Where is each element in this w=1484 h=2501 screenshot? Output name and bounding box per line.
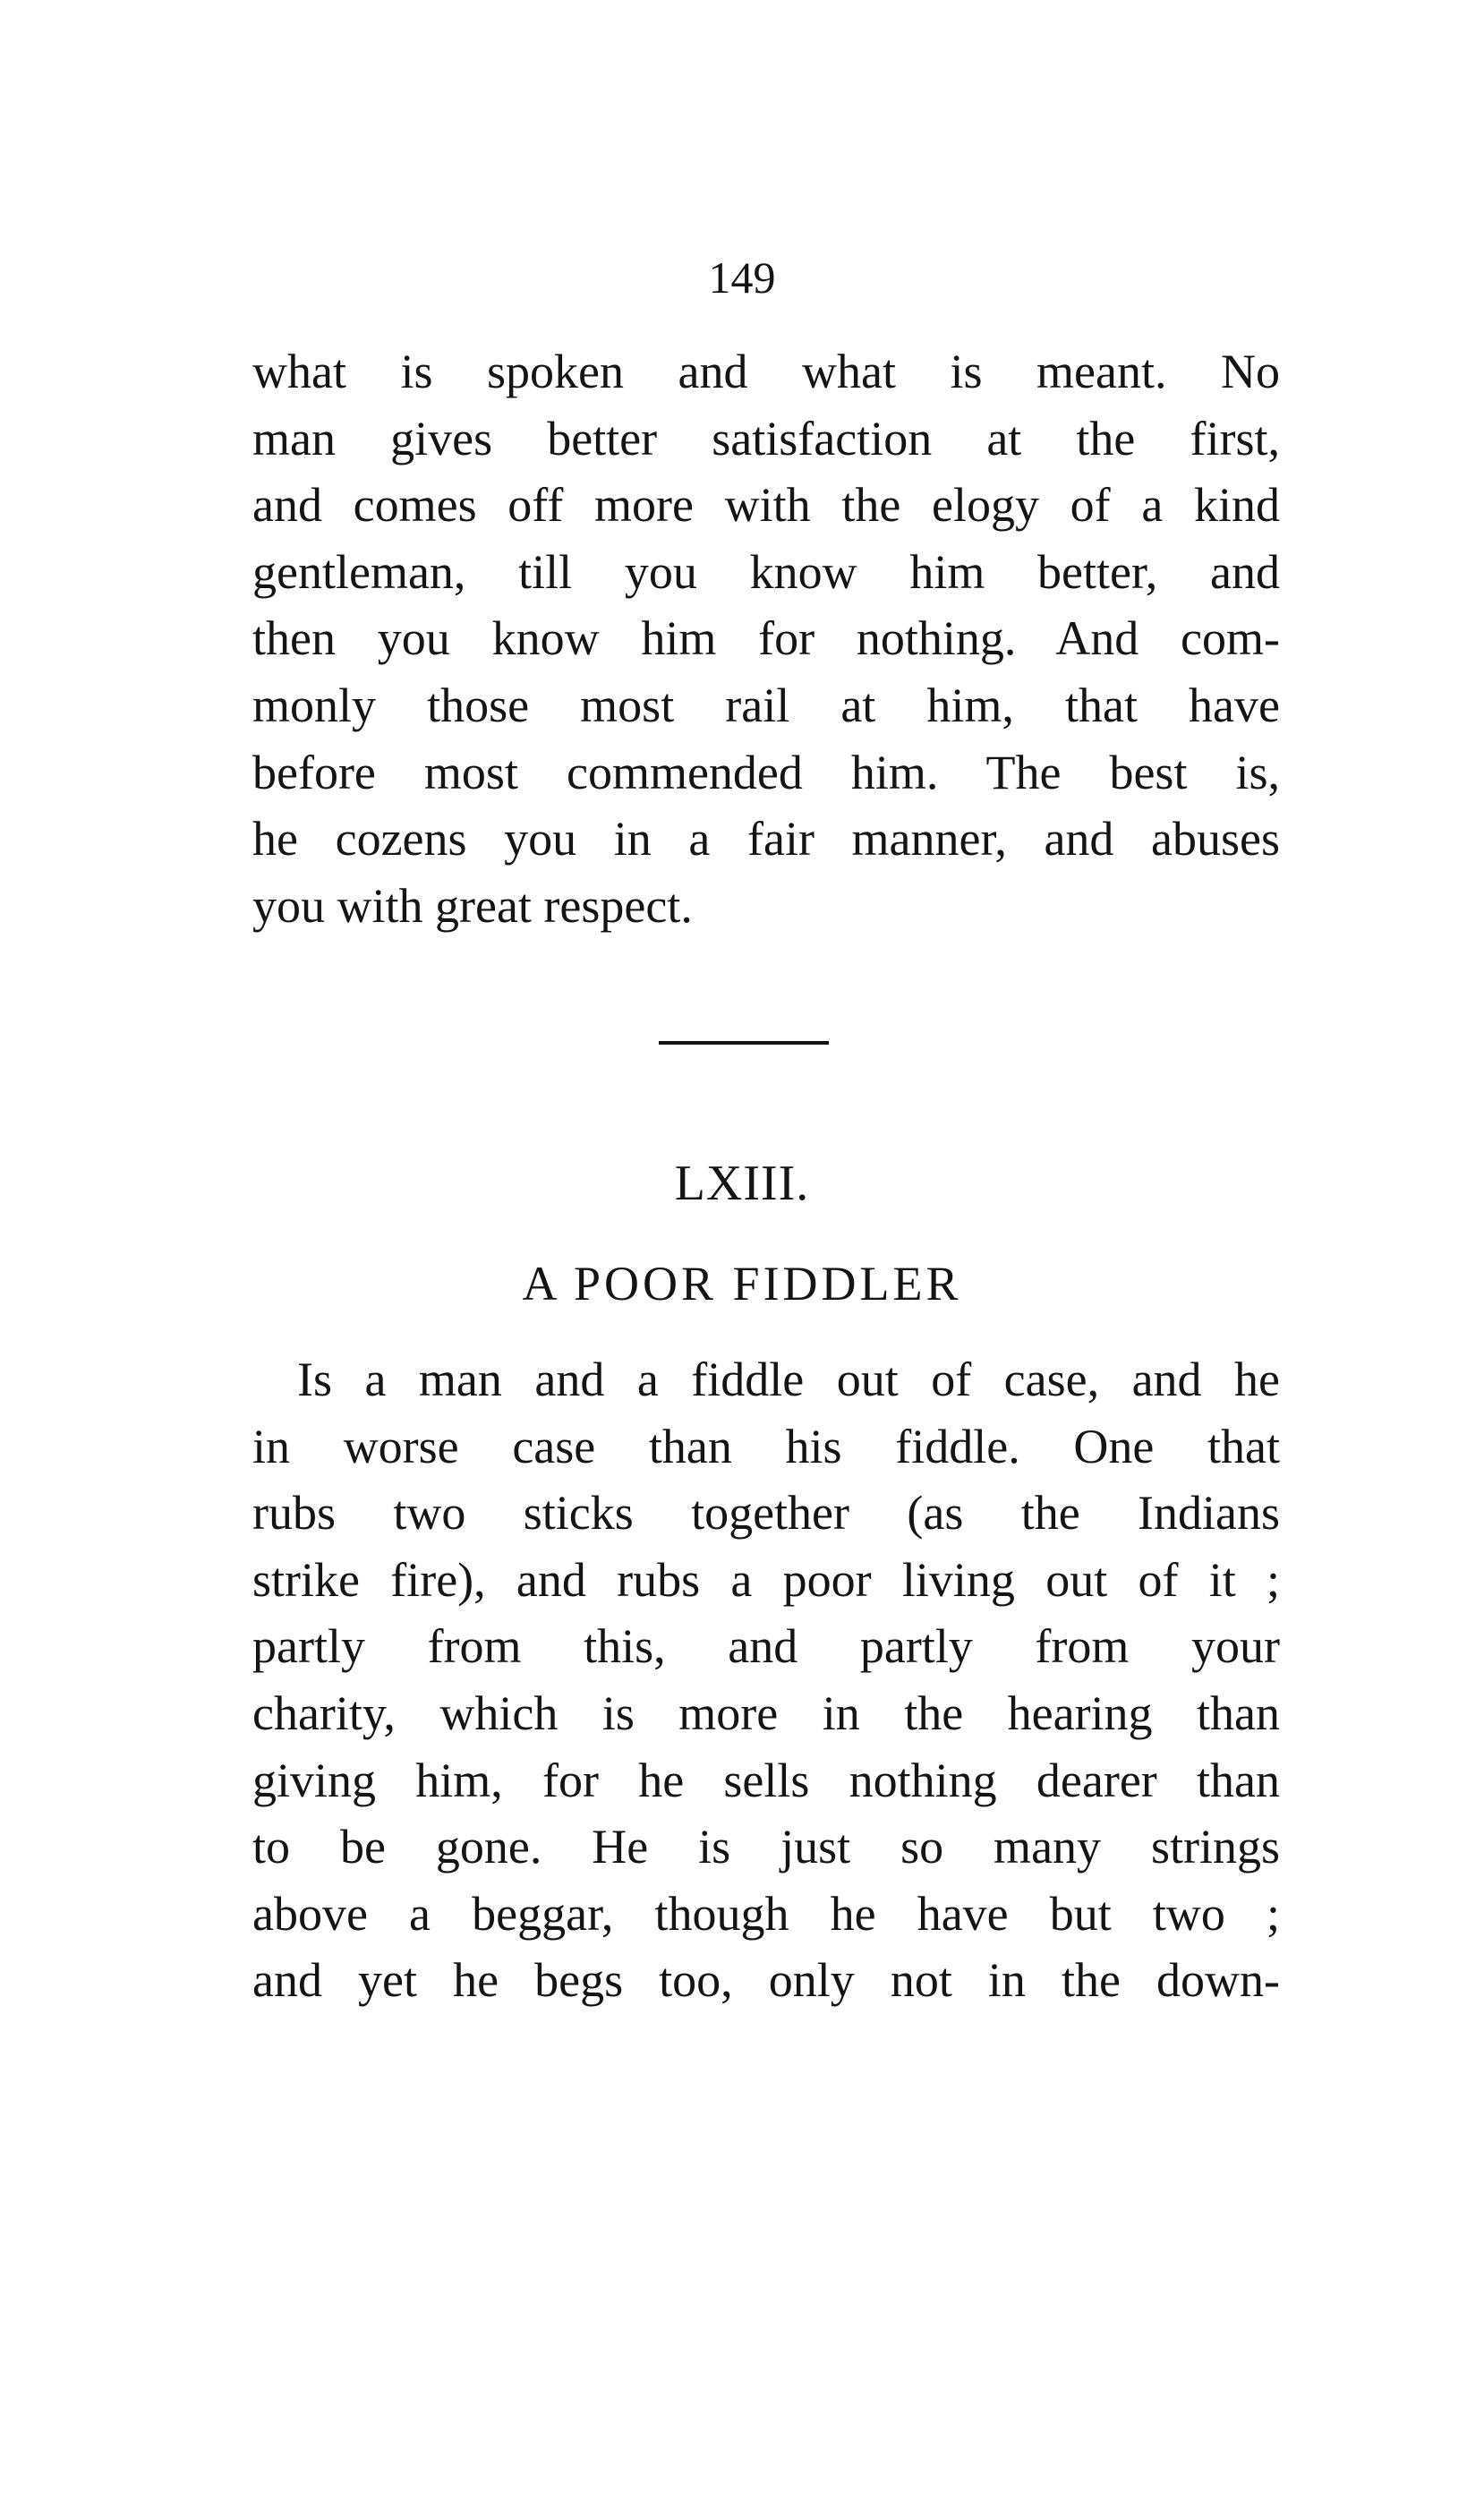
text-line: then you know him for nothing. And com- [252, 611, 1280, 666]
text-line: giving him, for he sells nothing dearer than [252, 1753, 1280, 1807]
chapter-paragraph [252, 1346, 1280, 2014]
text-line: charity, which is more in the hearing than [252, 1686, 1280, 1740]
page-number: 149 [708, 252, 776, 303]
text-line: partly from this, and partly from your [252, 1619, 1280, 1674]
section-divider [659, 1041, 829, 1045]
chapter-number: LXIII. [674, 1156, 810, 1211]
text-line: what is spoken and what is meant. No [252, 345, 1280, 398]
text-line: rubs two sticks together (as the Indians [252, 1486, 1280, 1541]
text-line: man gives better satisfaction at the first, [252, 411, 1280, 465]
text-line: before most commended him. The best is, [252, 745, 1280, 799]
text-line: and yet he begs too, only not in the down- [252, 1953, 1280, 2008]
text-line: monly those most rail at him, that have [252, 678, 1280, 732]
text-line: gentleman, till you know him better, and [252, 544, 1280, 599]
text-line: in worse case than his fiddle. One that [252, 1419, 1280, 1473]
text-line: strike fire), and rubs a poor living out of it ; [252, 1552, 1280, 1607]
text-line: to be gone. He is just so many strings [252, 1820, 1280, 1874]
text-line: you with great respect. [252, 878, 693, 933]
text-line: he cozens you in a fair manner, and abuses [252, 812, 1280, 866]
text-line: Is a man and a fiddle out of case, and he [297, 1353, 1280, 1406]
text-line: above a beggar, though he have but two ; [252, 1886, 1280, 1941]
chapter-title: A POOR FIDDLER [522, 1257, 962, 1310]
continuation-paragraph [252, 338, 1280, 939]
text-line: and comes off more with the elogy of a kind [252, 478, 1280, 533]
